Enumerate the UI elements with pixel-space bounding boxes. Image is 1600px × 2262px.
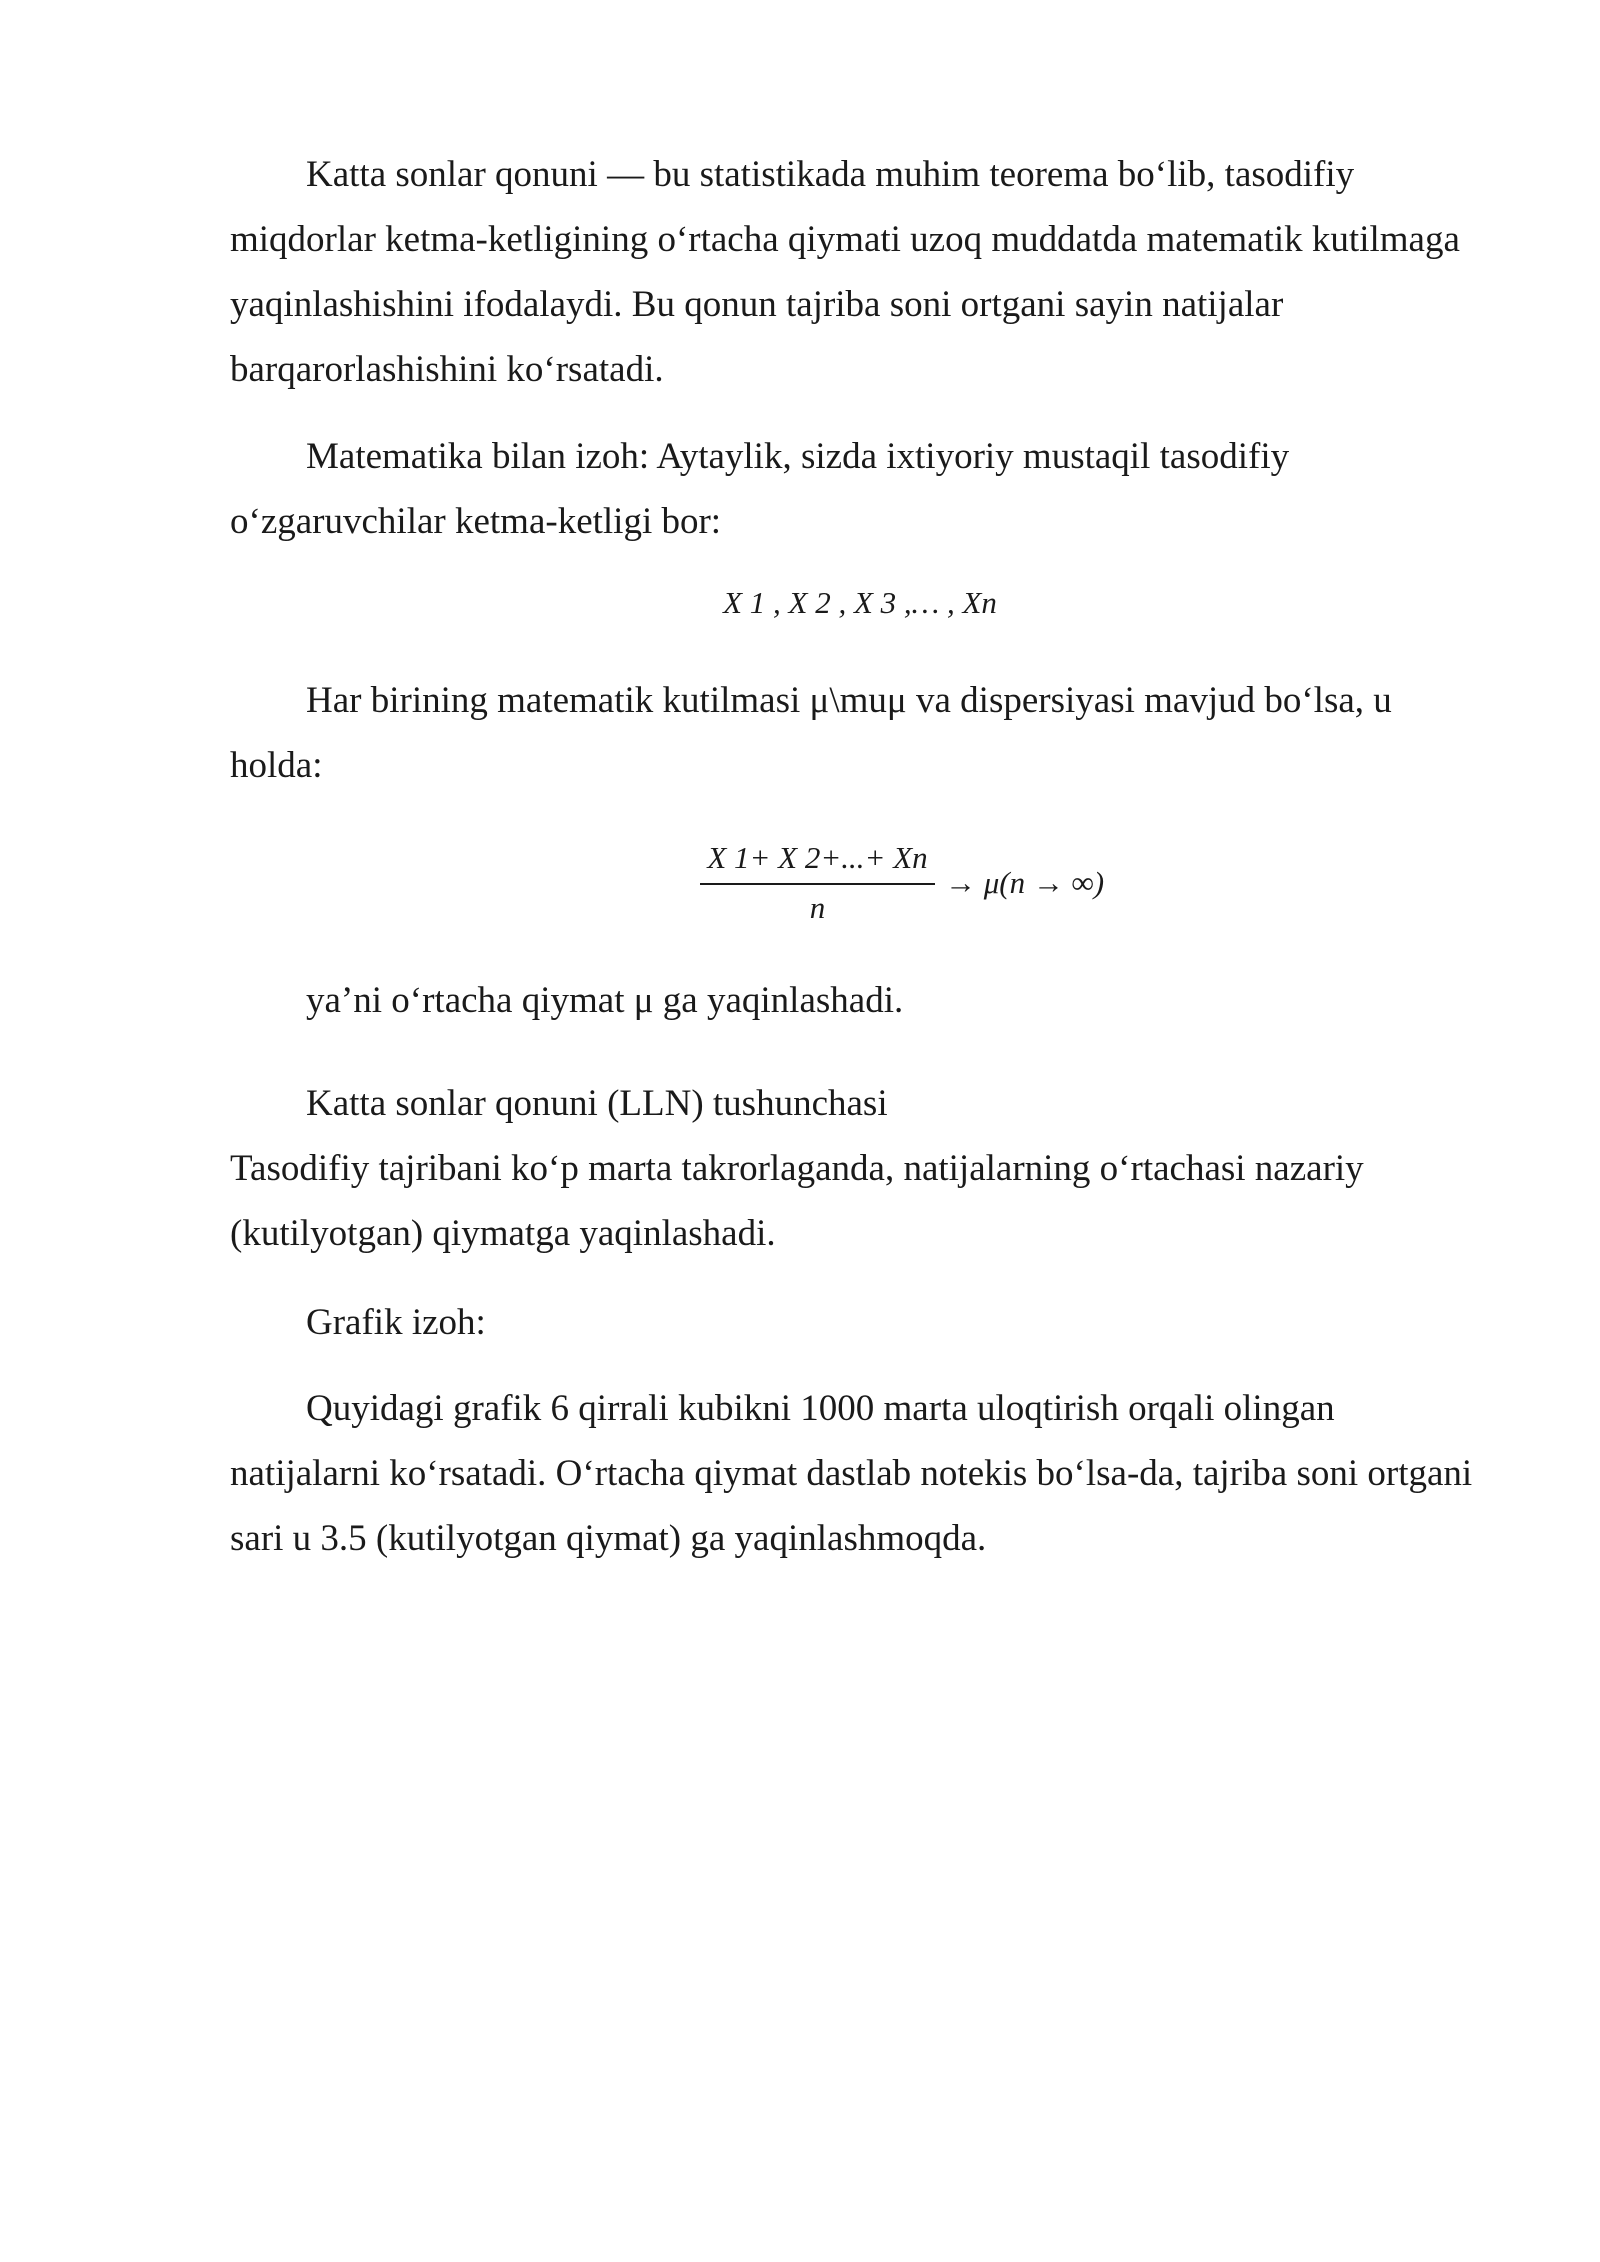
mean-result-paragraph: ya’ni o‘rtacha qiymat μ ga yaqinlashadi. xyxy=(306,980,904,1021)
math-intro-paragraph: Matematika bilan izoh: Aytaylik, sizda ixtiyoriy mustaqil tasodifiy o‘zgaruvchilar ketma-ketligi bor: xyxy=(230,436,1290,542)
lln-text-paragraph: Tasodifiy tajribani ko‘p marta takrorlaganda, natijalarning o‘rtachasi nazariy (kutilyotgan) qiymatga yaqinlashadi. xyxy=(230,1148,1364,1254)
graph-label: Grafik izoh: xyxy=(306,1302,486,1343)
fraction-numerator: X 1+ X 2+...+ Xn xyxy=(707,840,928,875)
graph-description-paragraph: Quyidagi grafik 6 qirrali kubikni 1000 marta uloqtirish orqali olingan natijalarni ko‘rsatadi. O‘rtacha qiymat dastlab notekis bo‘lsa-da, tajriba soni ortgani sari u 3.5 (kutilyotgan qiymat) ga yaqinlashmoqda. xyxy=(230,1388,1473,1559)
fraction-bar xyxy=(700,883,935,885)
fraction-limit: → μ(n → ∞) xyxy=(945,865,1105,900)
fraction-denominator: n xyxy=(809,890,826,925)
lln-heading: Katta sonlar qonuni (LLN) tushunchasi xyxy=(306,1083,888,1124)
sequence-formula: X 1 , X 2 , X 3 ,… , Xn xyxy=(723,585,997,620)
expectation-paragraph: Har birining matematik kutilmasi μ\muμ va dispersiyasi mavjud bo‘lsa, u holda: xyxy=(230,680,1392,786)
intro-paragraph: Katta sonlar qonuni — bu statistikada muhim teorema bo‘lib, tasodifiy miqdorlar ketma-ketligining o‘rtacha qiymati uzoq muddatda matematik kutilmaga yaqinlashishini ifodalaydi. Bu qonun tajriba soni ortgani sayin natijalar barqarorlashishini ko‘rsatadi. xyxy=(230,154,1460,390)
